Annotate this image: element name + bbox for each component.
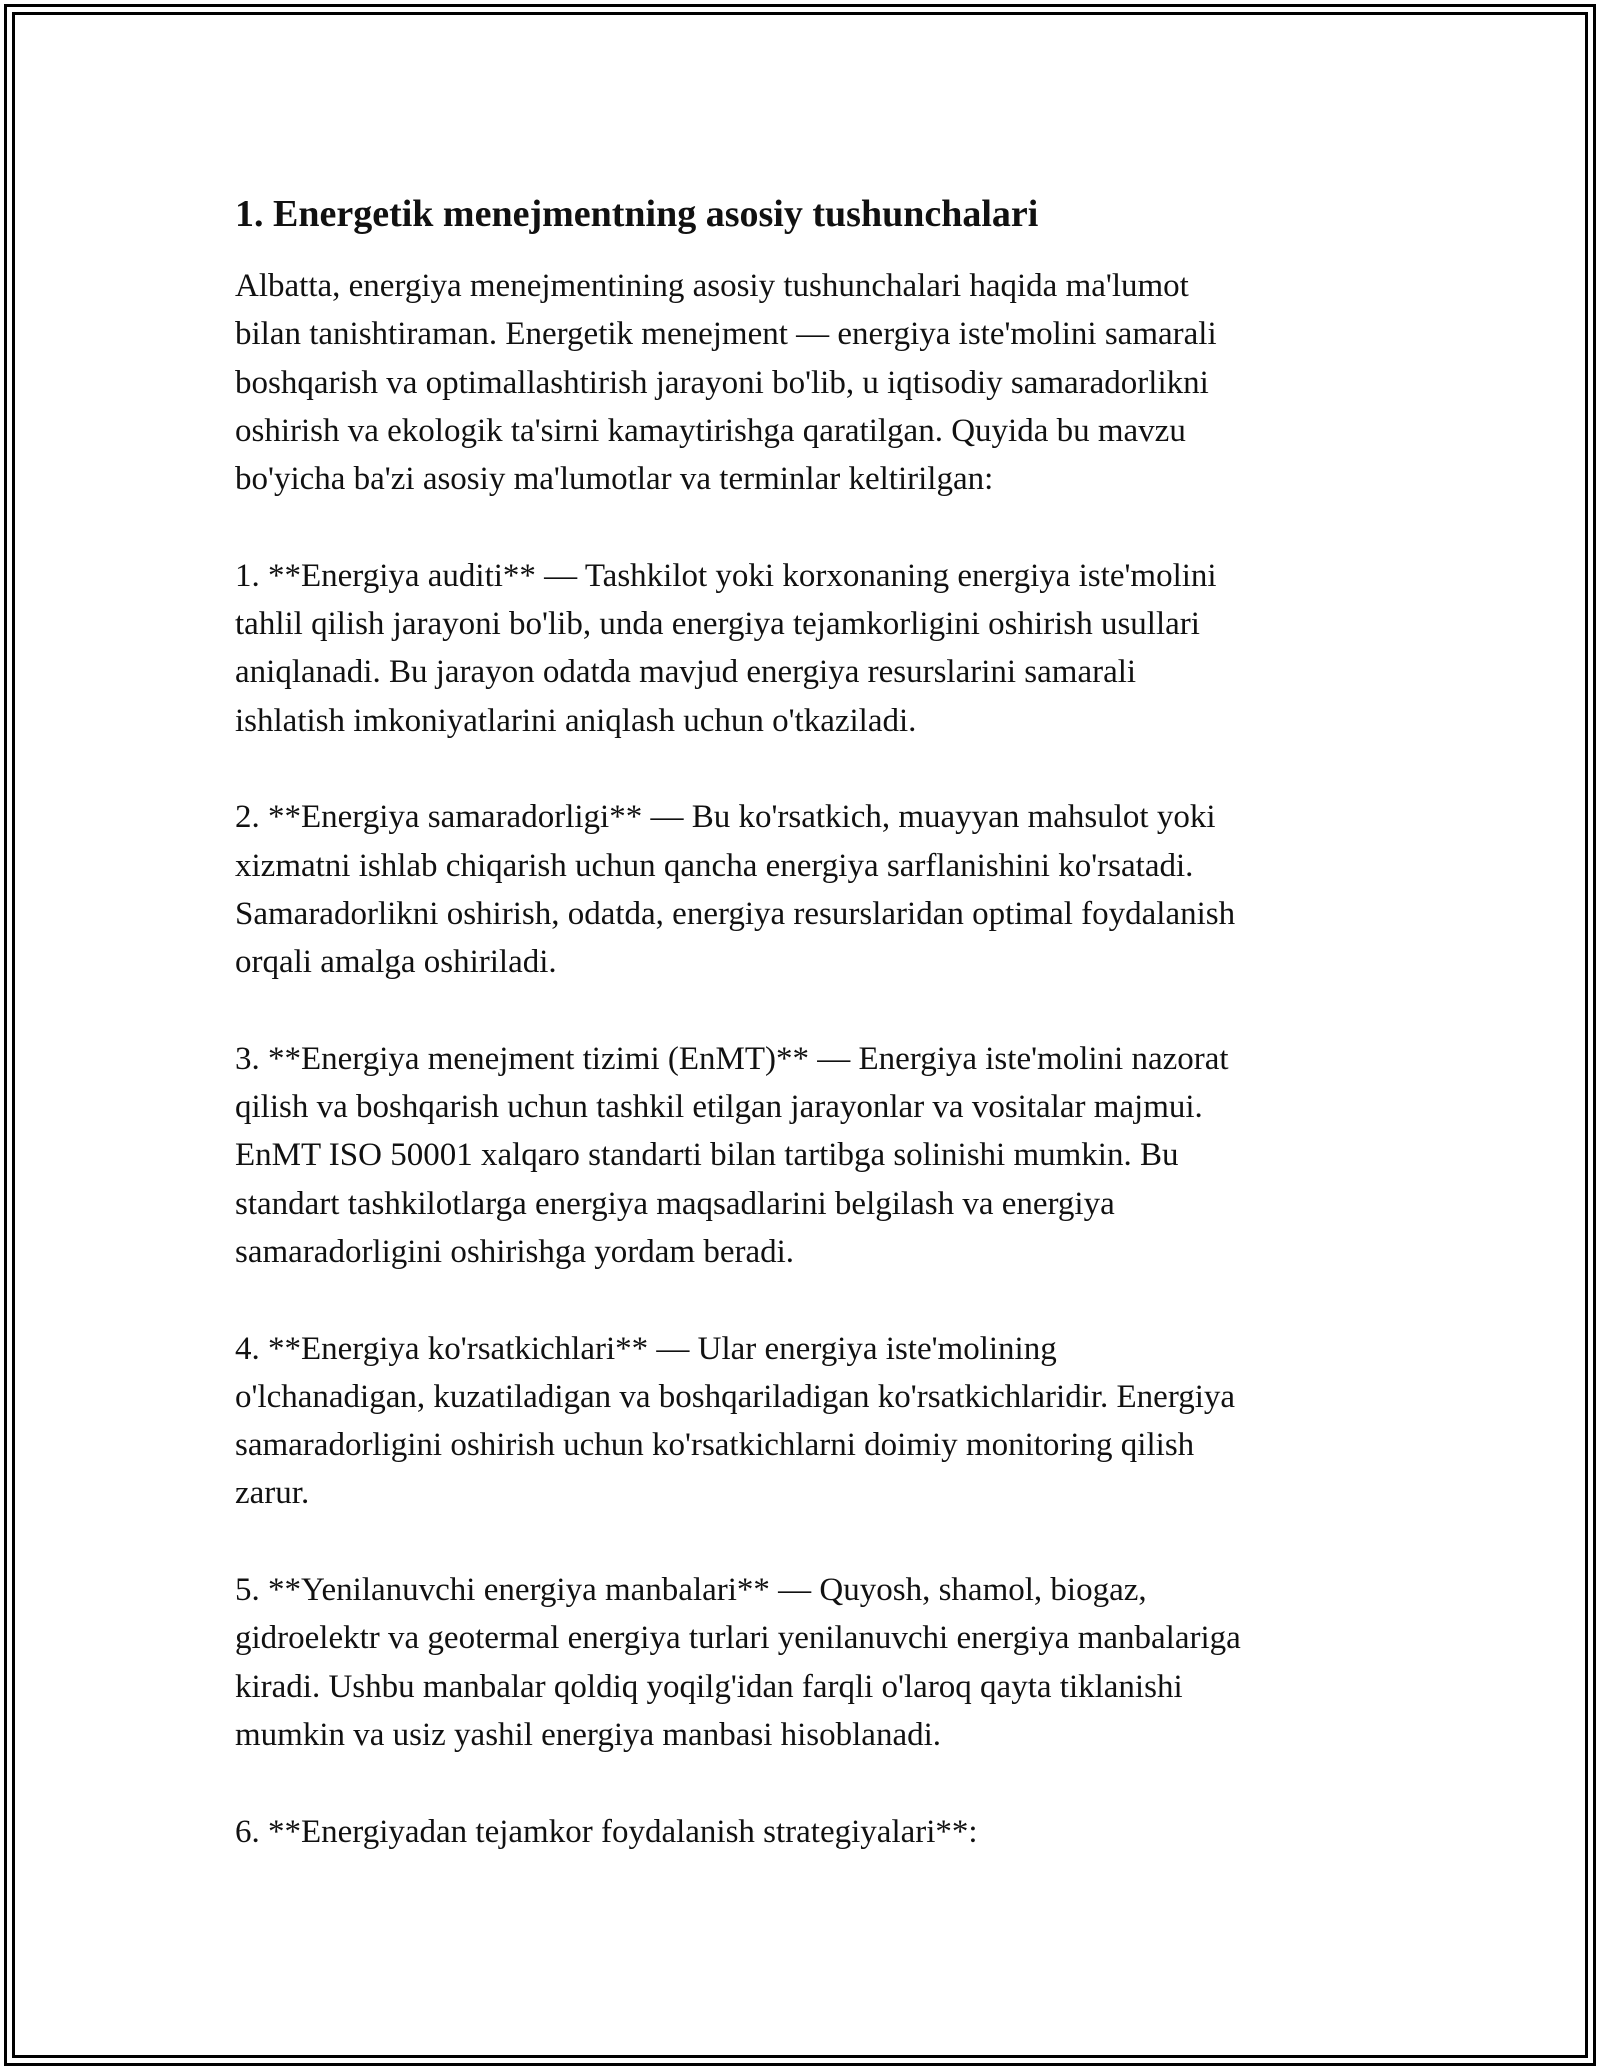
paragraph-energy-audit bbox=[235, 552, 1365, 745]
text-line: samaradorligini oshirish uchun ko'rsatkichlarni doimiy monitoring qilish bbox=[235, 1427, 1195, 1464]
text-line: orqali amalga oshiriladi. bbox=[235, 944, 557, 981]
text-line: gidroelektr va geotermal energiya turlari yenilanuvchi energiya manbalariga bbox=[235, 1620, 1241, 1657]
text-line: aniqlanadi. Bu jarayon odatda mavjud energiya resurslarini samarali bbox=[235, 654, 1137, 691]
text-line: mumkin va usiz yashil energiya manbasi hisoblanadi. bbox=[235, 1716, 942, 1753]
text-line: Albatta, energiya menejmentining asosiy tushunchalari haqida ma'lumot bbox=[235, 268, 1189, 304]
text-line: samaradorligini oshirishga yordam beradi. bbox=[235, 1233, 795, 1270]
document-body bbox=[235, 186, 1365, 1904]
text-line: zarur. bbox=[235, 1475, 310, 1512]
text-line: kiradi. Ushbu manbalar qoldiq yoqilg'idan farqli o'laroq qayta tiklanishi bbox=[235, 1668, 1183, 1705]
paragraph-energy-efficiency bbox=[235, 793, 1365, 986]
text-line: o'lchanadigan, kuzatiladigan va boshqariladigan ko'rsatkichlaridir. Energiya bbox=[235, 1378, 1236, 1415]
paragraph-enmt bbox=[235, 1035, 1365, 1276]
page-title: 1. Energetik menejmentning asosiy tushunchalari bbox=[235, 193, 1039, 235]
paragraph-energy-indicators bbox=[235, 1325, 1365, 1518]
text-line: ishlatish imkoniyatlarini aniqlash uchun o'tkaziladi. bbox=[235, 702, 917, 739]
text-line: tahlil qilish jarayoni bo'lib, unda energiya tejamkorligini oshirish usullari bbox=[235, 606, 1200, 643]
text-line: oshirish va ekologik ta'sirni kamaytirishga qaratilgan. Quyida bu mavzu bbox=[235, 412, 1186, 449]
paragraph-saving-strategies bbox=[235, 1808, 1365, 1856]
text-line: EnMT ISO 50001 xalqaro standarti bilan tartibga solinishi mumkin. Bu bbox=[235, 1137, 1179, 1174]
text-line: standart tashkilotlarga energiya maqsadlarini belgilash va energiya bbox=[235, 1185, 1115, 1222]
text-line: 4. **Energiya ko'rsatkichlari** — Ular energiya iste'molining bbox=[235, 1330, 1057, 1367]
text-line: xizmatni ishlab chiqarish uchun qancha energiya sarflanishini ko'rsatadi. bbox=[235, 847, 1194, 884]
text-line: qilish va boshqarish uchun tashkil etilgan jarayonlar va vositalar majmui. bbox=[235, 1089, 1203, 1126]
text-line: 3. **Energiya menejment tizimi (EnMT)** — Energiya iste'molini nazorat bbox=[235, 1040, 1229, 1077]
paragraph-renewable-sources bbox=[235, 1566, 1365, 1759]
text-line: 2. **Energiya samaradorligi** — Bu ko'rsatkich, muayyan mahsulot yoki bbox=[235, 799, 1216, 836]
text-line: boshqarish va optimallashtirish jarayoni bo'lib, u iqtisodiy samaradorlikni bbox=[235, 364, 1209, 401]
text-line: 5. **Yenilanuvchi energiya manbalari** — Quyosh, shamol, biogaz, bbox=[235, 1572, 1147, 1609]
text-line: 1. **Energiya auditi** — Tashkilot yoki korxonaning energiya iste'molini bbox=[235, 557, 1217, 594]
paragraph-intro bbox=[235, 262, 1365, 503]
text-line: 6. **Energiyadan tejamkor foydalanish strategiyalari**: bbox=[235, 1813, 978, 1850]
text-line: Samaradorlikni oshirish, odatda, energiya resurslaridan optimal foydalanish bbox=[235, 895, 1236, 932]
text-line: bilan tanishtiraman. Energetik menejment — energiya iste'molini samarali bbox=[235, 316, 1217, 353]
text-line: bo'yicha ba'zi asosiy ma'lumotlar va terminlar keltirilgan: bbox=[235, 461, 994, 498]
